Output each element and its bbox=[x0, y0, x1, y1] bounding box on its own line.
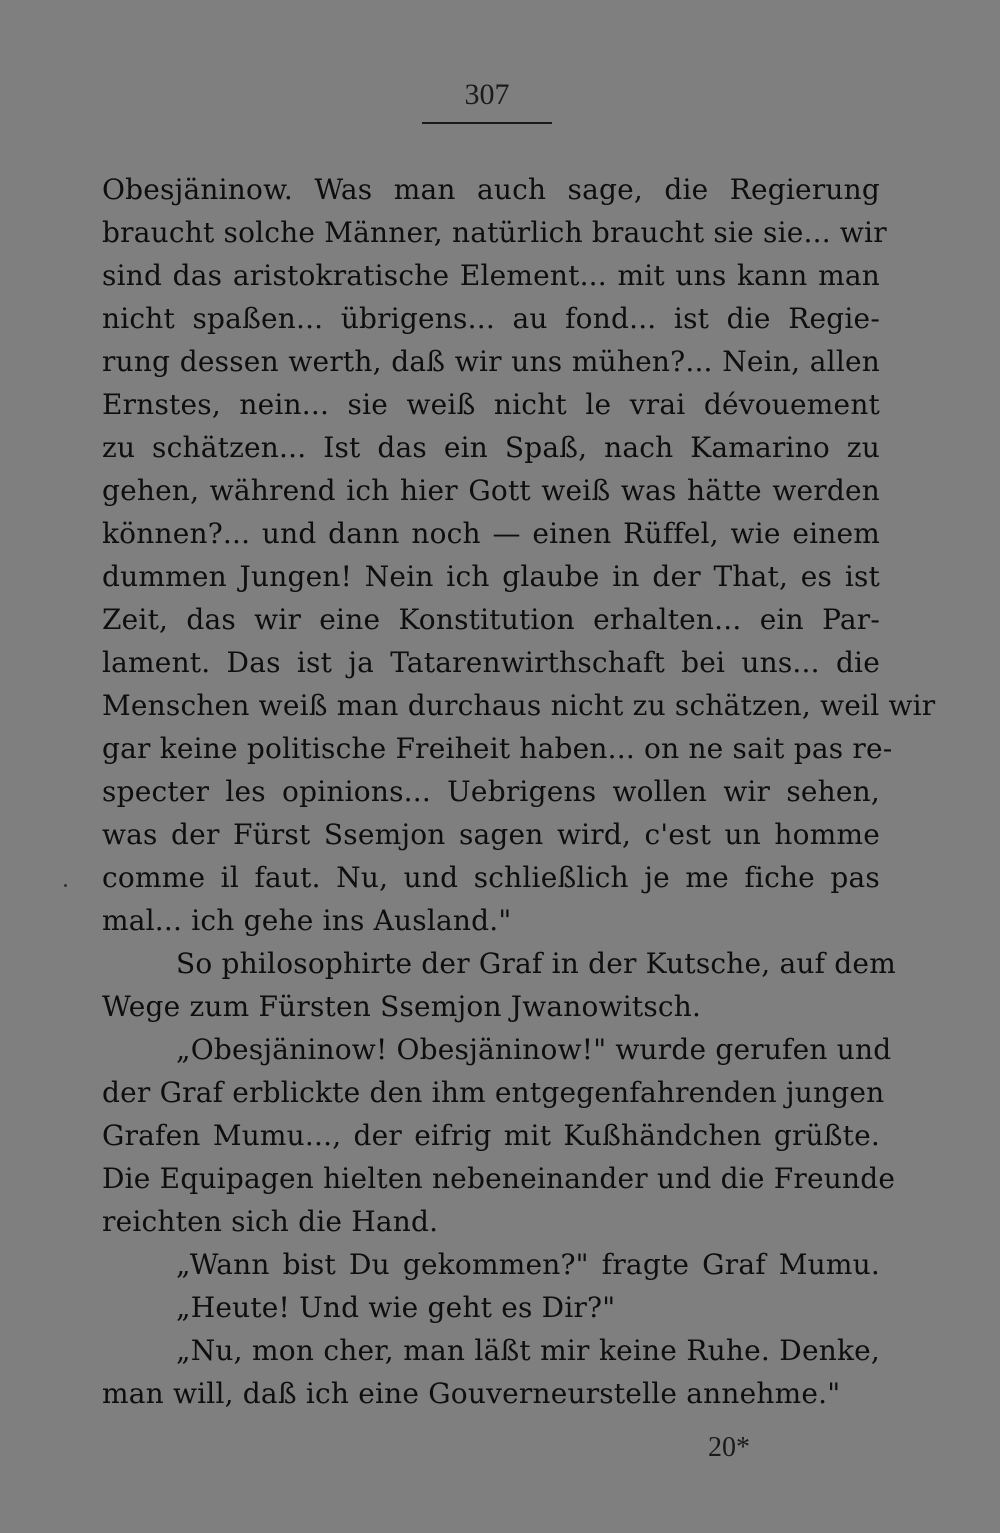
text-line: mal... ich gehe ins Ausland." bbox=[102, 904, 512, 937]
signature-mark: 20* bbox=[708, 1432, 750, 1463]
text-line: „Obesjäninow! Obesjäninow!" wurde gerufen und bbox=[176, 1033, 892, 1066]
text-line: sind das aristokratische Element... mit uns kann man bbox=[102, 259, 880, 292]
text-line: gehen, während ich hier Gott weiß was hätte werden bbox=[102, 474, 880, 507]
text-line: Zeit, das wir eine Konstitution erhalten... ein Par- bbox=[102, 603, 880, 636]
text-line: Grafen Mumu..., der eifrig mit Kußhändchen grüßte. bbox=[102, 1119, 880, 1152]
text-line: zu schätzen... Ist das ein Spaß, nach Kamarino zu bbox=[102, 431, 880, 464]
margin-speck bbox=[64, 884, 67, 887]
text-line: was der Fürst Ssemjon sagen wird, c'est un homme bbox=[102, 818, 880, 851]
page-number: 307 bbox=[464, 78, 510, 111]
text-line: der Graf erblickte den ihm entgegenfahrenden jungen bbox=[102, 1076, 885, 1109]
text-line: man will, daß ich eine Gouverneurstelle annehme." bbox=[102, 1377, 841, 1410]
body-text bbox=[102, 168, 936, 1415]
text-line: dummen Jungen! Nein ich glaube in der That, es ist bbox=[102, 560, 880, 593]
text-line: reichten sich die Hand. bbox=[102, 1205, 439, 1238]
text-line: gar keine politische Freiheit haben... on ne sait pas re- bbox=[102, 732, 893, 765]
text-line: So philosophirte der Graf in der Kutsche, auf dem bbox=[176, 947, 896, 980]
text-line: können?... und dann noch — einen Rüffel, wie einem bbox=[102, 517, 880, 550]
text-line: „Nu, mon cher, man läßt mir keine Ruhe. Denke, bbox=[176, 1334, 880, 1367]
text-line: „Wann bist Du gekommen?" fragte Graf Mumu. bbox=[176, 1248, 880, 1281]
text-line: comme il faut. Nu, und schließlich je me fiche pas bbox=[102, 861, 880, 894]
text-line: specter les opinions... Uebrigens wollen wir sehen, bbox=[102, 775, 880, 808]
text-line: lament. Das ist ja Tatarenwirthschaft bei uns... die bbox=[102, 646, 880, 679]
text-line: rung dessen werth, daß wir uns mühen?... Nein, allen bbox=[102, 345, 880, 378]
text-line: Die Equipagen hielten nebeneinander und die Freunde bbox=[102, 1162, 896, 1195]
text-line: „Heute! Und wie geht es Dir?" bbox=[176, 1291, 616, 1324]
text-line: Ernstes, nein... sie weiß nicht le vrai dévouement bbox=[102, 388, 880, 421]
text-line: Menschen weiß man durchaus nicht zu schätzen, weil wir bbox=[102, 689, 936, 722]
text-line: braucht solche Männer, natürlich braucht sie sie... wir bbox=[102, 216, 887, 249]
text-line: Wege zum Fürsten Ssemjon Jwanowitsch. bbox=[102, 990, 702, 1023]
text-line: Obesjäninow. Was man auch sage, die Regierung bbox=[102, 173, 880, 206]
page-number-rule bbox=[422, 122, 552, 124]
text-line: nicht spaßen... übrigens... au fond... ist die Regie- bbox=[102, 302, 880, 335]
